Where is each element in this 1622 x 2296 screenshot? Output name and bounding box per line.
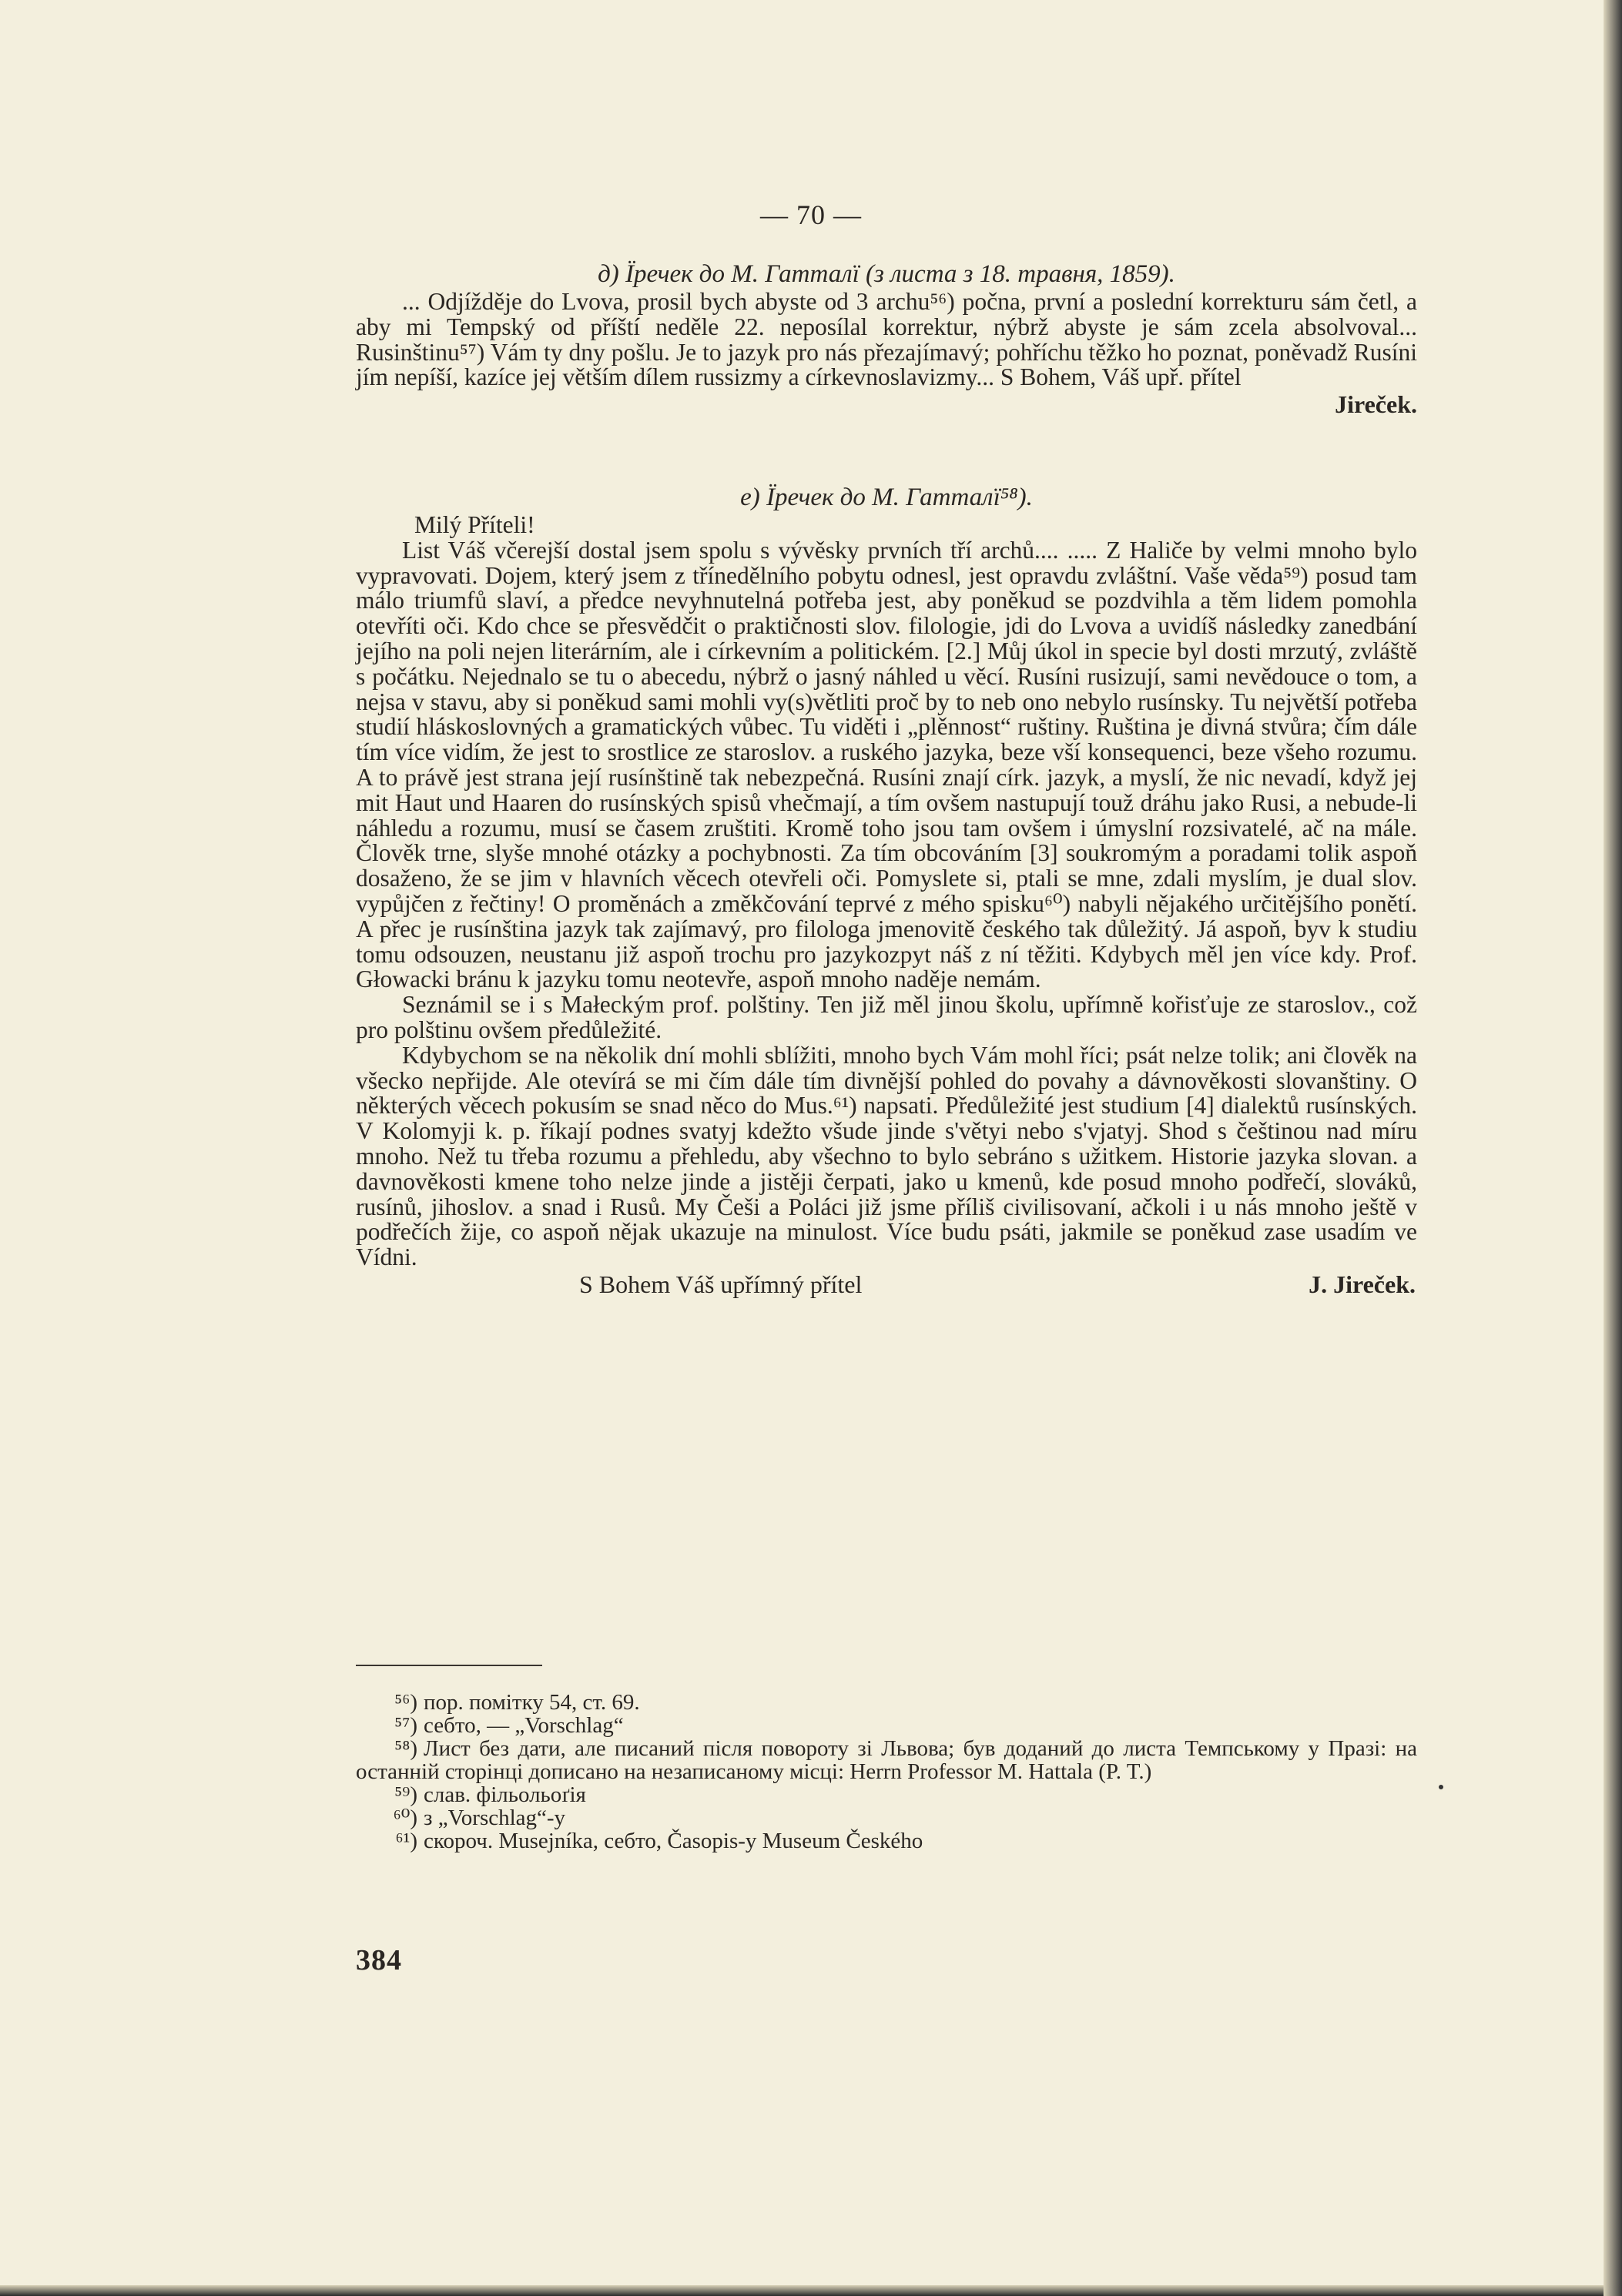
page-number: — 70 — <box>760 199 862 230</box>
footnote-text: слав. фільольоґія <box>424 1782 586 1807</box>
footnote-text: скороч. Musejníka, себто, Časopis-у Museum Českého <box>424 1829 923 1853</box>
letter-2-salutation: Milý Příteli! <box>414 511 535 538</box>
letter-2-paragraph: List Váš včerejší dostal jsem spolu s vývěsky prvních tří archů.... ..... Z Haliče by velmi mnoho bylo vypravovati. Dojem, který jsem z třínedělního pobytu odnesl, jest opravdu zvláštní. Vaše věda⁵⁹) posud tam málo triumfů slaví, a předce nevyhnutelná potřeba jest, aby poněkud se pozdvihla a těm lidem pomohla otevříti oči. Kdo chce se přesvědčit o praktičnosti slov. filologie, jdi do Lvova a uvidíš následky zanedbání jejího na poli nejen literárním, ale i církevním a politickém. [2.] Můj úkol in specie byl dosti mrzutý, zvláště s počátku. Nejednalo se tu o abecedu, nýbrž o jasný náhled u věcí. Rusíni rusizují, sami nevědouce o tom, a nejsa v stavu, aby si poněkud sami mohli vy(s)větliti proč by to neb ono nebylo rusínsky. Tu největší potřeba studií hláskoslovných a gramatických vůbec. Tu viděti i „plěnnost“ ruštiny. Ruština je divná stvůra; čím dále tím více vidím, že jest to srostlice ze staroslov. a ruského jazyka, beze vší konsequenci, beze všeho rozumu. A to právě jest strana její rusínštině tak nebezpečná. Rusíni znají círk. jazyk, a myslí, že nic nevadí, když jej mit Haut und Haaren do rusínských spisů vhečmají, a tím ovšem nastupují touž dráhu jako Rusi, a nebude-li náhledu a rozumu, musí se časem zruštiti. Kromě toho jsou tam ovšem i úmyslní rozsivatelé, ač na mále. Člověk trne, slyše mnohé otázky a pochybnosti. Za tím obcováním [3] soukromým a poradami tolik aspoň dosaženo, že se jim v hlavních věcech otevřeli oči. Pomyslete si, ptali se mne, zdali myslím, je dual slov. vypůjčen z řečtiny! O proměnách a změkčování teprvé z mého spisku⁶⁰) nabyli nějakého určitějšího ponětí. A přec je rusínština jazyk tak zajímavý, pro filologa jmenovitě českého tak důležitý. Já aspoň, byv k studiu tomu odsouzen, neustanu již aspoň trochu pro jazykozpyt náš z ní těžiti. Kdybych měl jen více kdy. Prof. Głowacki bránu k jazyku tomu neotevře, aspoň mnoho naděje nemám. <box>356 536 1417 993</box>
footnote-mark: ⁵⁶) <box>394 1690 417 1715</box>
letter-2-paragraph: Kdybychom se na několik dní mohli sblížiti, mnoho bych Vám mohl říci; psát nelze tolik; ani člověk na všecko nepřijde. Ale otevírá se mi čím dále tím divnější pohled do povahy a dávnověkosti slovanštiny. O některých věcech pokusím se snad něco do Mus.⁶¹) napsati. Předůležité jest studium [4] dialektů rusínských. V Kolomyji k. p. říkají podnes svatyj kdežto všude jinde s'větyi nebo s'vjatyj. Shod s češtinou nad míru mnoho. Než tu třeba rozumu a přehledu, aby všechno to bylo sebráno s užitkem. Historie jazyka slovan. a davnověkosti kmene toho nelze jinde a jistěji čerpati, jako u kmenů, kde posud mnoho podřečí, slováků, rusínů, jihoslov. a snad i Rusů. My Češi a Poláci již jsme příliš civilisovaní, ačkoli i u nás mnoho ještě v podřečích žije, co aspoň nějak ukazuje na minulost. Více budu psáti, jakmile se poněkud zase usadím ve Vídni. <box>356 1041 1417 1271</box>
letter-2-closing-line <box>356 1270 1417 1298</box>
letter-2-paragraph: Seznámil se i s Małeckým prof. polštiny. Ten již měl jinou školu, upřímně kořisťuje ze staroslov., což pro polštinu ovšem předůležité. <box>356 991 1417 1043</box>
footnote-mark: ⁶⁰) <box>393 1806 417 1830</box>
letter-1-signature: Jireček. <box>1335 390 1417 419</box>
footnote-text: Лист без дати, але писаний після повороту зі Львова; був доданий до листа Темпському у Празі: на останній сторінці дописано на незаписаному місці: Herrn Professor M. Hattala (P. T.) <box>356 1736 1417 1784</box>
footnote <box>356 1829 1417 1853</box>
margin-dot <box>1439 1785 1443 1789</box>
footnote-divider <box>356 1665 542 1666</box>
letter-2-heading: е) Їречек до М. Гатталї⁵⁸). <box>740 484 1033 511</box>
letter-1 <box>356 259 1417 418</box>
letter-1-body: ... Odjížděje do Lvova, prosil bych abyste od 3 archu⁵⁶) počna, první a poslední korrekturu sám četl, a aby mi Tempský od příští neděle 22. neposílal korrektur, nýbrž abyste je sám zcela absolvoval... Rusinštinu⁵⁷) Vám ty dny pošlu. Je to jazyk pro nás přezajímavý; pohříchu těžko ho poznat, poněvadž Rusíni jím nepíší, kazíce jej větším dílem russizmy a církevnoslavizmy... S Bohem, Váš upř. přítel <box>356 288 1417 391</box>
footnote <box>356 1714 1417 1737</box>
footnote <box>356 1737 1417 1783</box>
footnote-mark: ⁵⁸) <box>394 1736 417 1761</box>
footnote-text: пор. помітку 54, ст. 69. <box>424 1690 640 1715</box>
footnote <box>356 1806 1417 1829</box>
footnote-mark: ⁵⁹) <box>394 1782 417 1807</box>
footnote-text: себто, — „Vorschlag“ <box>424 1713 624 1738</box>
letter-2-closing: S Bohem Váš upřímný přítel <box>579 1270 863 1298</box>
page-edge-bottom <box>0 2285 1604 2296</box>
folio-number: 384 <box>356 1944 402 1976</box>
letter-1-heading: д) Їречек до М. Гатталї (з листа з 18. травня, 1859). <box>598 260 1175 288</box>
letter-2 <box>356 482 1417 1298</box>
footnote <box>356 1691 1417 1714</box>
footnote <box>356 1783 1417 1806</box>
footnote-text: з „Vorschlag“-у <box>424 1806 566 1830</box>
footnote-mark: ⁵⁷) <box>394 1713 417 1738</box>
footnotes <box>356 1691 1417 1853</box>
footnote-mark: ⁶¹) <box>395 1829 417 1853</box>
page-edge-right <box>1604 0 1622 2296</box>
letter-2-signature: J. Jireček. <box>1309 1270 1416 1298</box>
